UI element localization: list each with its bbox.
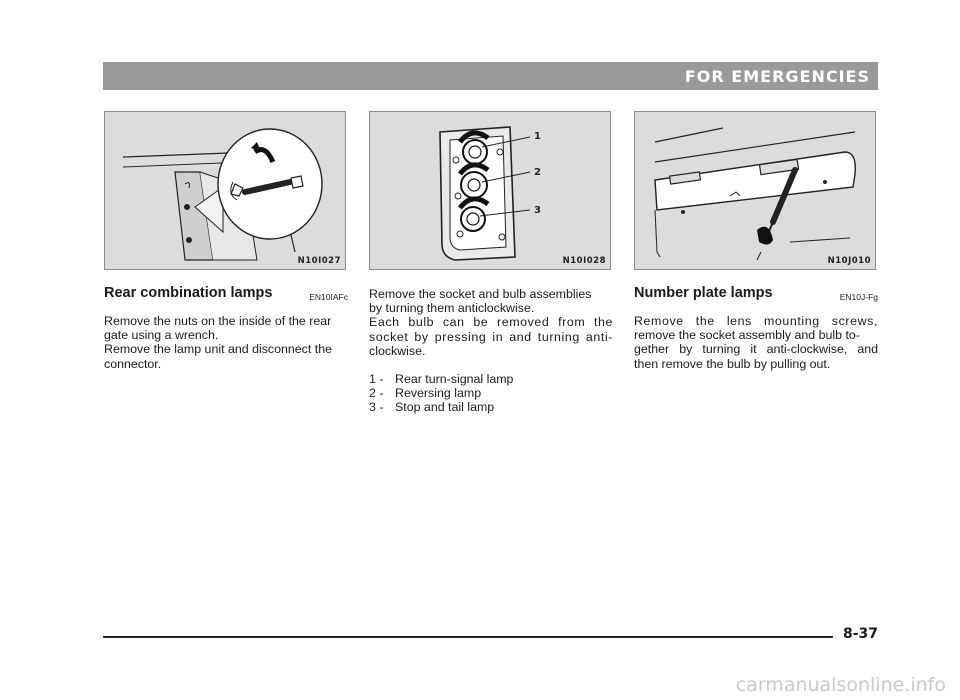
body-line: Each bulb can be removed from the — [369, 315, 613, 330]
list-text: Stop and tail lamp — [395, 400, 495, 415]
section-code: EN10J-Fg — [839, 292, 878, 302]
body-line: Remove the lens mounting screws, — [634, 314, 878, 328]
number-plate-illustration — [634, 111, 876, 270]
bulb-sockets-drawing — [370, 112, 611, 270]
rear-lamp-drawing — [105, 112, 346, 270]
list-number: 2 - — [369, 386, 384, 401]
section-heading-row — [634, 284, 878, 304]
section-header-bar — [103, 62, 878, 90]
list-text: Reversing lamp — [395, 386, 482, 401]
body-line: gether by turning it anti-clockwise, and — [634, 342, 878, 357]
list-number: 1 - — [369, 372, 384, 387]
figure-code: N10J010 — [827, 256, 871, 266]
section-heading-row — [104, 284, 348, 304]
body-line: Remove the socket and bulb assemblies — [369, 287, 592, 301]
list-item — [369, 386, 613, 400]
body-line: Remove the lamp unit and disconnect the — [104, 342, 332, 357]
bulb-sockets-illustration — [369, 111, 611, 270]
footer-rule — [103, 636, 833, 638]
callout-2: 2 — [534, 167, 541, 178]
body-line: remove the socket assembly and bulb to- — [634, 328, 860, 343]
section-title: FOR EMERGENCIES — [684, 67, 870, 86]
callout-3: 3 — [534, 205, 541, 216]
page-number: 8-37 — [842, 626, 878, 642]
bulb-removal-section — [369, 287, 613, 415]
number-plate-section — [634, 284, 878, 371]
body-line: Remove the nuts on the inside of the rear — [104, 314, 332, 328]
number-plate-drawing — [635, 112, 876, 270]
list-number: 3 - — [369, 400, 384, 415]
figure-code: N10I028 — [562, 256, 606, 266]
list-text: Rear turn-signal lamp — [395, 372, 514, 387]
section-heading: Rear combination lamps — [104, 285, 273, 301]
watermark: carmanualsonline.info — [735, 674, 946, 696]
rear-lamp-illustration — [104, 111, 346, 270]
rear-combination-section — [104, 284, 348, 371]
callout-1: 1 — [534, 131, 541, 142]
body-line: connector. — [104, 356, 162, 371]
list-item — [369, 372, 613, 386]
body-line: gate using a wrench. — [104, 328, 219, 343]
body-line: then remove the bulb by pulling out. — [634, 356, 831, 371]
body-line: socket by pressing in and turning anti- — [369, 329, 613, 344]
list-item — [369, 400, 613, 414]
figure-code: N10I027 — [297, 256, 341, 266]
body-line: clockwise. — [369, 343, 426, 358]
body-line: by turning them anticlockwise. — [369, 301, 535, 316]
section-heading: Number plate lamps — [634, 285, 773, 301]
lamp-list — [369, 372, 613, 415]
section-code: EN10IAFc — [309, 292, 348, 302]
